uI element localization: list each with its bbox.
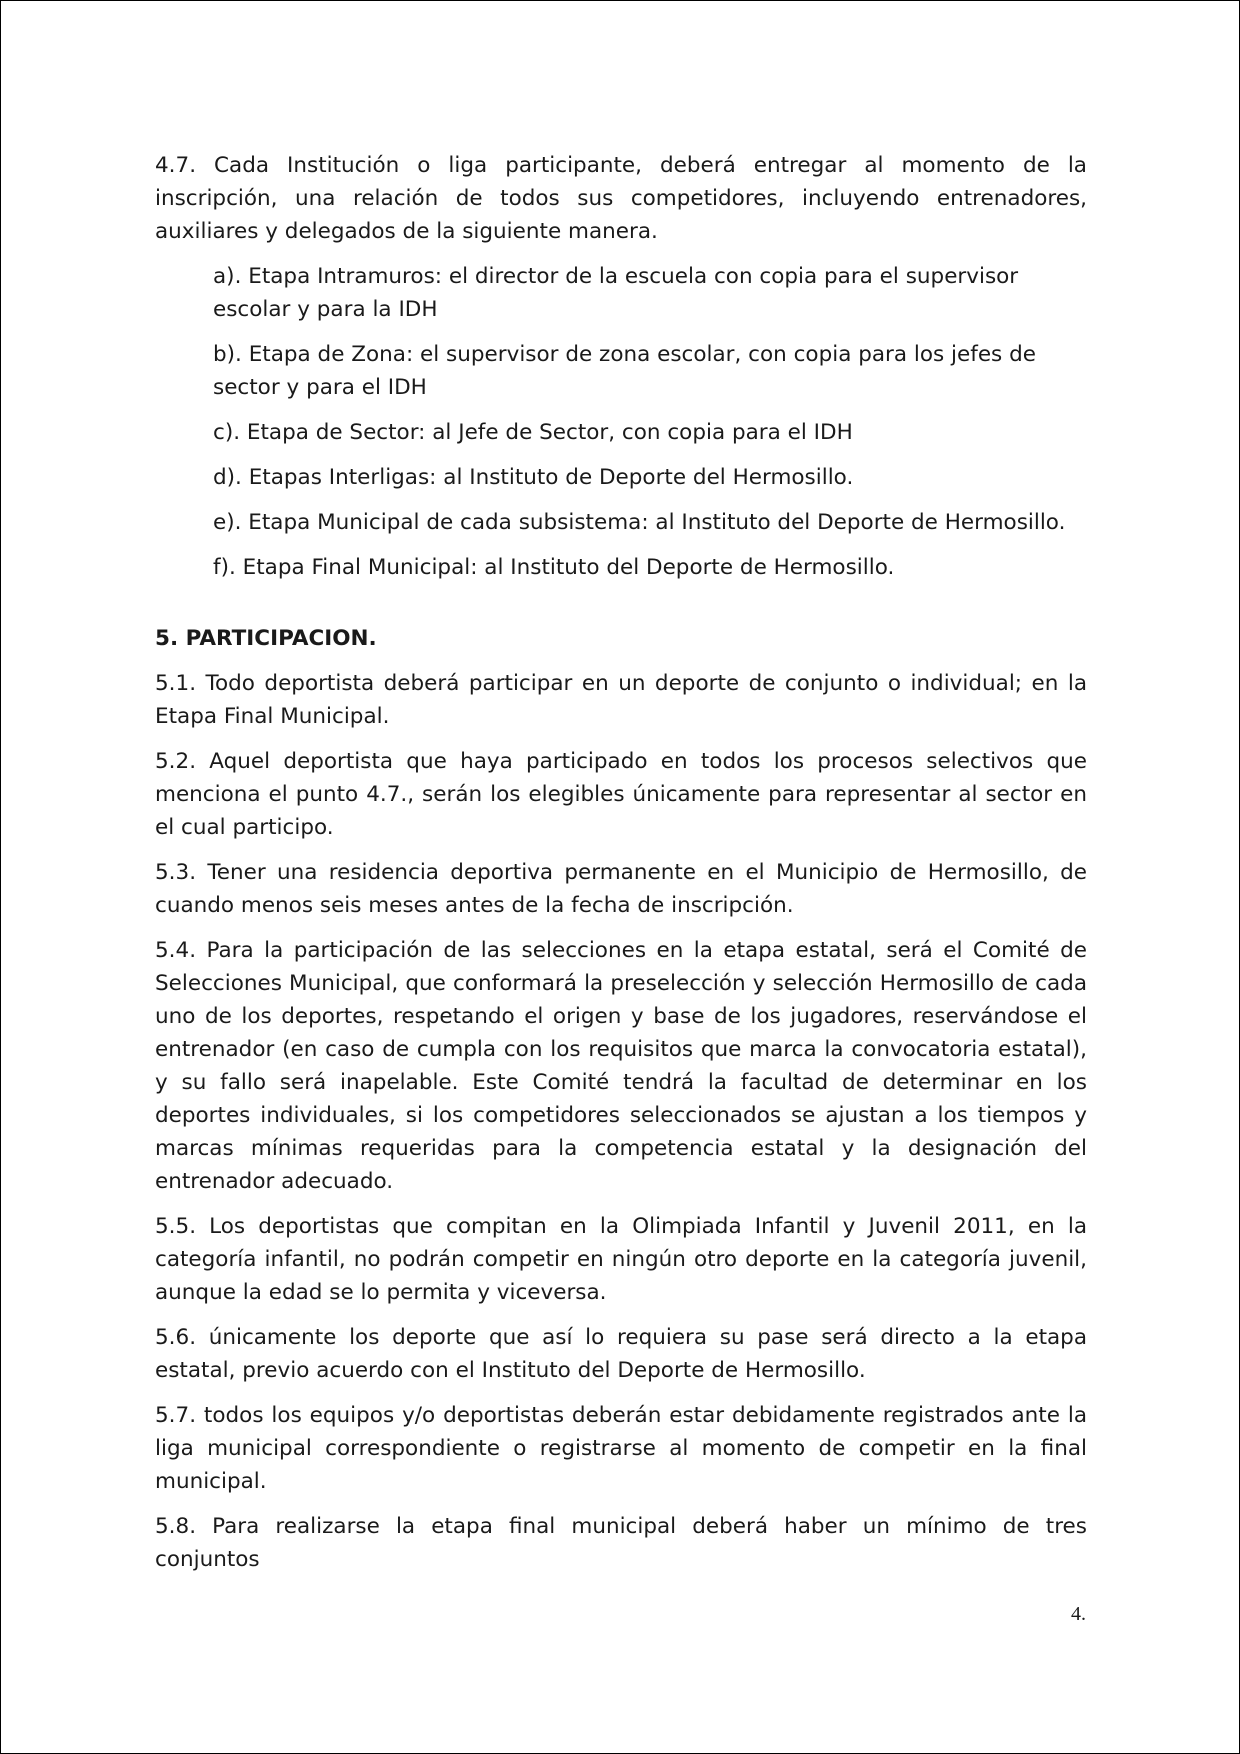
paragraph-4-7: 4.7. Cada Institución o liga participante, deberá entregar al momento de la inscripción, una relación de todos sus competidores, incluyendo entrenadores, auxiliares y delegados de la siguiente manera. <box>155 153 1087 244</box>
list-item-etapa-zona: b). Etapa de Zona: el supervisor de zona escolar, con copia para los jefes de sector y para el IDH <box>213 342 1036 400</box>
page-number: 4. <box>1071 1603 1086 1625</box>
list-item-etapa-final-municipal: f). Etapa Final Municipal: al Instituto del Deporte de Hermosillo. <box>213 555 895 580</box>
paragraph-5-5: 5.5. Los deportistas que compitan en la Olimpiada Infantil y Juvenil 2011, en la categoría infantil, no podrán competir en ningún otro deporte en la categoría juvenil, aunque la edad se lo permita y viceversa. <box>155 1214 1087 1305</box>
paragraph-5-6: 5.6. únicamente los deporte que así lo requiera su pase será directo a la etapa estatal, previo acuerdo con el Instituto del Deporte de Hermosillo. <box>155 1325 1087 1383</box>
paragraph-5-2: 5.2. Aquel deportista que haya participado en todos los procesos selectivos que menciona el punto 4.7., serán los elegibles únicamente para representar al sector en el cual participo. <box>155 749 1087 840</box>
paragraph-5-7: 5.7. todos los equipos y/o deportistas deberán estar debidamente registrados ante la liga municipal correspondiente o registrarse al momento de competir en la final municipal. <box>155 1403 1087 1494</box>
paragraph-5-3: 5.3. Tener una residencia deportiva permanente en el Municipio de Hermosillo, de cuando menos seis meses antes de la fecha de inscripción. <box>155 860 1087 918</box>
list-item-etapa-sector: c). Etapa de Sector: al Jefe de Sector, con copia para el IDH <box>213 420 853 445</box>
list-item-etapa-municipal: e). Etapa Municipal de cada subsistema: al Instituto del Deporte de Hermosillo. <box>213 510 1066 535</box>
paragraph-5-1: 5.1. Todo deportista deberá participar en un deporte de conjunto o individual; en la Etapa Final Municipal. <box>155 671 1087 729</box>
page-content <box>155 149 1087 1588</box>
paragraph-5-4: 5.4. Para la participación de las selecciones en la etapa estatal, será el Comité de Selecciones Municipal, que conformará la preselección y selección Hermosillo de cada uno de los deportes, respetando el origen y base de los jugadores, reservándose el entrenador (en caso de cumpla con los requisitos que marca la convocatoria estatal), y su fallo será inapelable. Este Comité tendrá la facultad de determinar en los deportes individuales, si los competidores seleccionados se ajustan a los tiempos y marcas mínimas requeridas para la competencia estatal y la designación del entrenador adecuado. <box>155 938 1087 1194</box>
list-item-etapa-intramuros: a). Etapa Intramuros: el director de la escuela con copia para el supervisor escolar y para la IDH <box>213 264 1019 322</box>
paragraph-5-8: 5.8. Para realizarse la etapa final municipal deberá haber un mínimo de tres conjuntos <box>155 1514 1087 1572</box>
list-item-etapas-interligas: d). Etapas Interligas: al Instituto de Deporte del Hermosillo. <box>213 465 854 490</box>
section-heading-participacion: 5. PARTICIPACION. <box>155 626 377 651</box>
